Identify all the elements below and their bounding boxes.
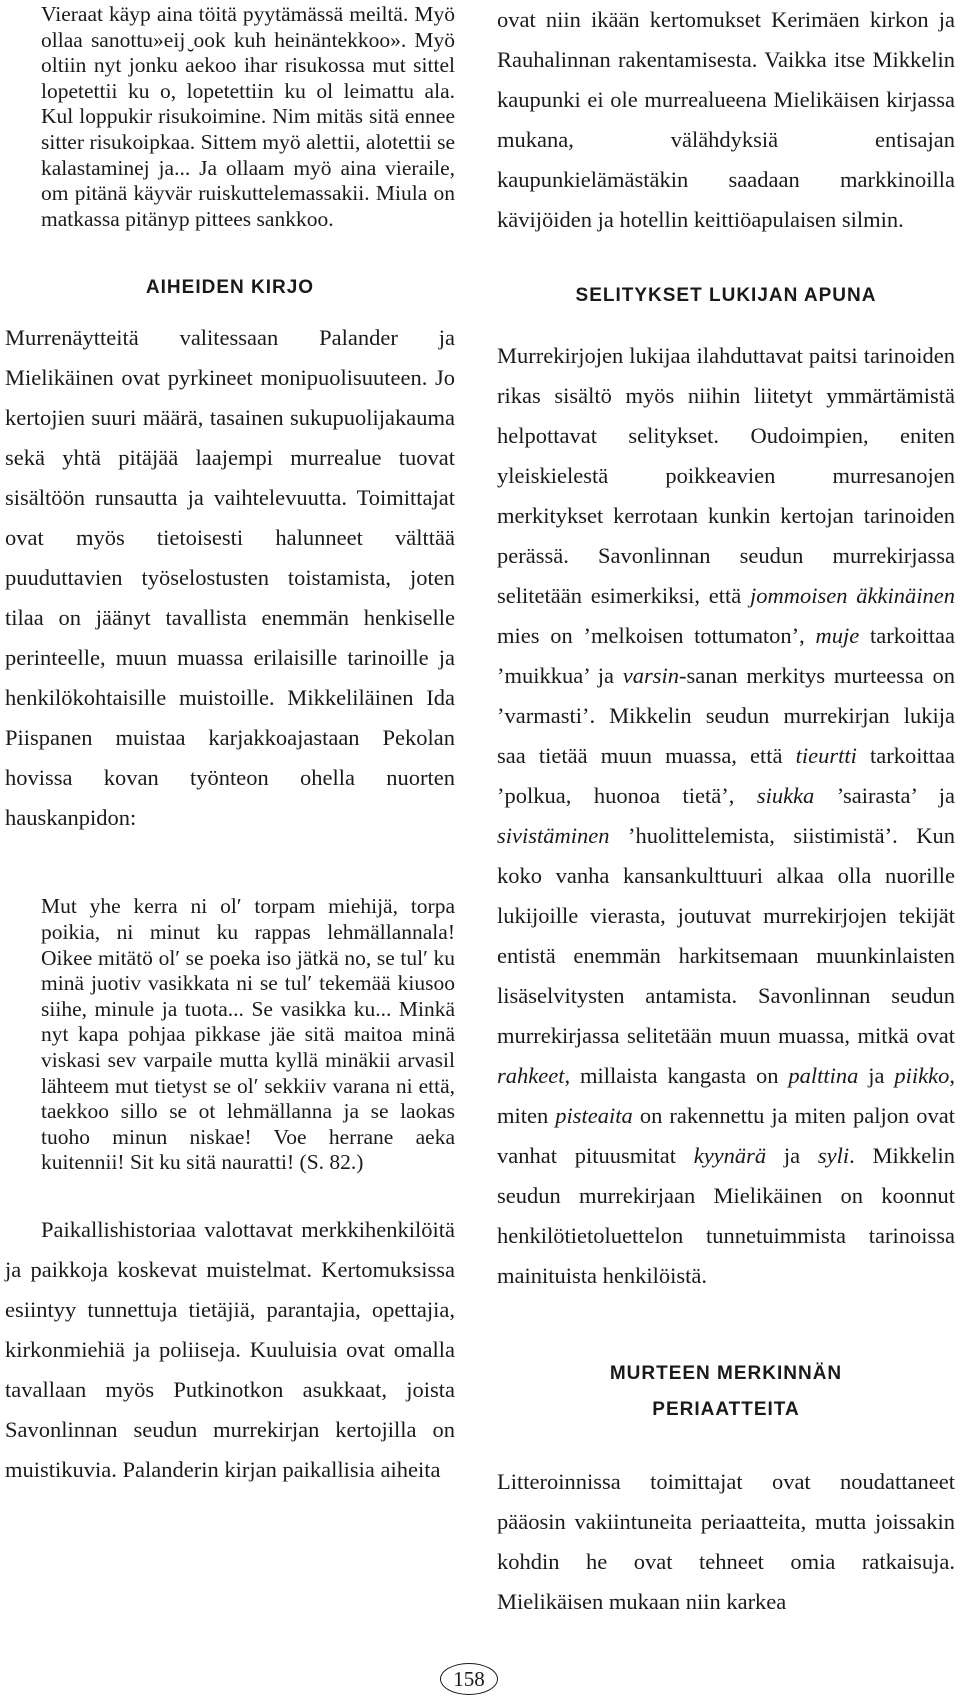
body-paragraph-selitykset: Murrekirjojen lukijaa ilahduttavat paitsi tarinoiden rikas sisältö myös niihin liitetyt ymmärtämistä helpottavat selitykset. Oudoimpien, eniten yleiskielestä poikkeavien murresanojen merkitykset kerrotaan kunkin kertojan tarinoiden perässä. Savonlinnan seudun murrekirjassa selitetään esimerkiksi, että jommoisen äkkinäinen mies on ’melkoisen tottumaton’, muje tarkoittaa ’muikkua’ ja varsin-sanan merkitys murteessa on ’varmasti’. Mikkelin seudun murrekirjan lukija saa tietää muun muassa, että tieurtti tarkoittaa ’polkua, huonoa tietä’, siukka ’sairasta’ ja sivistäminen ’huolittelemista, siistimistä’. Kun koko vanha kansankulttuuri alkaa olla nuorille lukijoille vierasta, joutuvat murrekirjojen tekijät entistä enemmän harkitsemaan muunkinlaisten lisäselvitysten antamista. Savonlinnan seudun murrekirjassa selitetään muun muassa, mitkä ovat rahkeet, millaista kangasta on palttina ja piikko, miten pisteaita on rakennettu ja miten paljon ovat vanhat pituusmitat kyynärä ja syli. Mikkelin seudun murrekirjaan Mielikäinen on koonnut henkilötietoluettelon tunnetuimmista tarinoissa mainituista henkilöistä. (497, 343, 956, 1288)
page-number: 158 (440, 1663, 498, 1695)
body-paragraph-continued: ovat niin ikään kertomukset Kerimäen kirkon ja Rauhalinnan rakentamisesta. Vaikka itse Mikkelin kaupunki ei ole murrealueena Mielikäisen kirjassa mukana, välähdyksiä entisajan kaupunkielämästäkin saadaan markkinoilla kävijöiden ja hotellin keittiöapulaisen silmin. (497, 7, 955, 232)
right-column (497, 0, 955, 1622)
section-heading-murteen-merkinnan: MURTEEN MERKINNÄN PERIAATTEITA (609, 1363, 843, 1420)
body-paragraph-1: Murrenäytteitä valitessaan Palander ja Mielikäinen ovat pyrkineet monipuolisuuteen. Jo kertojien suuri määrä, tasainen sukupuolijakauma sekä yhtä pitäjää laajempi murrealue tuovat sisältöön runsautta ja vaihtelevuutta. Toimittajat ovat myös tietoisesti halunneet välttää puuduttavien työselostusten toistamista, joten tilaa on jäänyt tavallista enemmän henkiselle perinteelle, muun muassa erilaisille tarinoille ja henkilökohtaisille muistoille. Mikkeliläinen Ida Piispanen muistaa karjakkoajastaan Pekolan hovissa kovan työnteon ohella nuorten hauskanpidon: (5, 325, 455, 831)
section-heading-selitykset: SELITYKSET LUKIJAN APUNA (575, 285, 877, 306)
body-paragraph-2: Paikallishistoriaa valottavat merkkihenkilöitä ja paikkoja koskevat muistelmat. Kertomuksissa esiintyy tunnettuja tietäjiä, parantajia, opettajia, kirkonmiehiä ja poliiseja. Kuuluisia ovat omalla tavallaan myös Putkinotkon asukkaat, joista Savonlinnan seudun murrekirjan kertojilla on muistikuvia. Palanderin kirjan paikallisia aiheita (5, 1216, 455, 1482)
left-column (5, 0, 455, 1490)
section-heading-aiheiden-kirjo: AIHEIDEN KIRJO (145, 277, 315, 299)
block-quote: Mut yhe kerra ni olʹ torpam miehijä, torpa poikia, ni minut ku rappas lehmällannala! Oikee mitätö olʹ se poeka iso jätkä no, se tulʹ ku minä juotiv vasikkata ni se tulʹ tekemää kiusoo siihe, minule ja tuota... Se vasikka ku... Minkä nyt kapa pohjaa pikkase jäe sitä maitoa minä viskasi sev varpaile mutta kyllä minäkii arvasil lähteem mut tietyst se olʹ sekkiiv varana ni että, taekkoo sillo se ot lehmällanna ja se laokas tuoho minun niskae! Voe herrane aeka kuitennii! Sit ku sitä nauratti! (S. 82.) (41, 894, 455, 1175)
intro-quote: Vieraat käyp aina töitä pyytämässä meiltä. Myö ollaa sanottu»eij ̮ook kuh heinäntekkoo». Myö oltiin nyt jonku aekoo ihar risukossa mut sittel lopetettii ku o, lopetettiin ku ol leimattu ala. Kul loppukir risukoimine. Nim mitäs sitä ennee sitter risukoipkaa. Sittem myö alettii, alotettii se kalastaminej ja... Ja ollaam myö aina vieraile, om pitänä käyvär ruiskuttelemassakii. Miula on matkassa pitänyp pittees sankkoo. (41, 2, 455, 231)
body-paragraph-litterointi: Litteroinnissa toimittajat ovat noudattaneet pääosin vakiintuneita periaatteita, mutta joissakin kohdin he ovat tehneet omia ratkaisuja. Mielikäisen mukaan niin karkea (497, 1469, 955, 1614)
